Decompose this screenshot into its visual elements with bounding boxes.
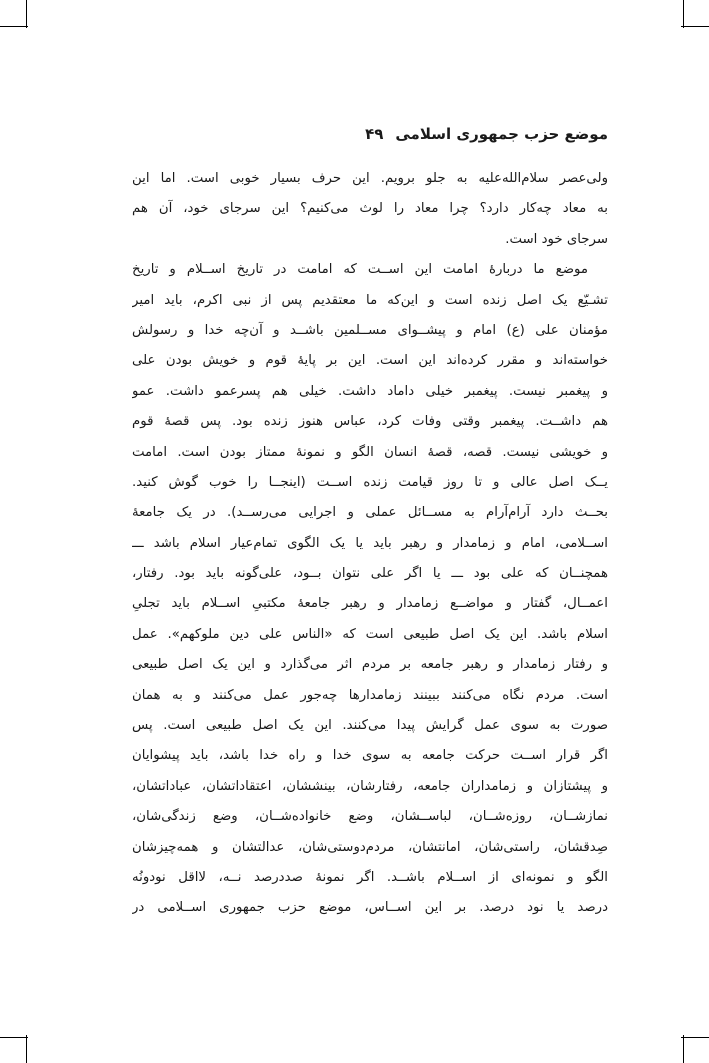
- text-line: مؤمنان علی (ع) امام و پیشــوای مســلمین باشــد و آن‌چه خدا و رسولش: [132, 322, 608, 338]
- crop-mark-top-right-vertical: [683, 0, 684, 28]
- running-head: [132, 122, 608, 146]
- text-line: یــک اصل عالی و تا روز قیامت زنده اســت (اینجــا را خوب گوش کنید.: [132, 474, 608, 490]
- text-line: اگر قرار اســت حرکت جامعه به سوی خدا و راه خدا باشد، باید پیشوایان: [132, 748, 608, 764]
- crop-mark-bottom-right-horizontal: [681, 1037, 709, 1038]
- crop-mark-bottom-right-vertical: [683, 1035, 684, 1063]
- text-line: است. مردم نگاه می‌کنند ببینند زمامدارها چه‌جور عمل می‌کنند و به همان: [132, 687, 608, 703]
- crop-mark-top-left-vertical: [26, 0, 27, 28]
- text-line: به معاد چه‌کار دارد؟ چرا معاد را لوث می‌کنیم؟ این سرجای خود، آن هم: [132, 201, 608, 217]
- text-line: خواسته‌اند و مقرر کرده‌اند این است. این بر پایهٔ قوم و خویش بودن علی: [132, 353, 608, 369]
- text-line: صِدقشان، راستی‌شان، امانتشان، مردم‌دوستی‌شان، عدالتشان و همه‌چیزشان: [132, 839, 608, 855]
- text-line: همچنــان که علی بود ـــ یا اگر علی نتوان بــود، علی‌گونه باید بود. رفتار،: [132, 566, 608, 582]
- crop-mark-top-left-horizontal: [0, 26, 28, 27]
- text-line: هم داشــت. پیغمبر وقتی وفات کرد، عباس هنوز زنده بود. پس قصهٔ قوم: [132, 414, 608, 430]
- text-line: تشـیّع یک اصل زنده است و این‌که ما معتقدیم پس از نبی اکرم، باید امیر: [132, 292, 608, 308]
- text-line: و خویشی نیست. قصه، قصهٔ انسان الگو و نمونهٔ ممتاز بودن است. امامت: [132, 444, 608, 460]
- text-line: ولی‌عصر سلام‌الله‌علیه به جلو برویم. این حرف بسیار خوبی است. اما این: [132, 171, 608, 186]
- text-line: نمازشــان، روزه‌شــان، لباســشان، وضع خانواده‌شــان، وضع زندگی‌شان،: [132, 809, 608, 825]
- crop-mark-bottom-left-vertical: [26, 1035, 27, 1063]
- body-text: [132, 164, 608, 924]
- text-line: و رفتار زمامدار و رهبر جامعه بر مردم اثر می‌گذارد و این یک اصل طبیعی: [132, 657, 608, 673]
- text-line: اســلامی، امام و زمامدار و رهبر باید یا یک الگوی تمام‌عیار اسلام باشد ـــ: [132, 535, 608, 551]
- text-line: درصد یا نود درصد. بر این اســاس، موضع حزب جمهوری اســلامی در: [132, 900, 608, 916]
- text-line: اسلام باشد. این یک اصل طبیعی است که «الناس علی دین ملوکهم». عمل: [132, 626, 608, 642]
- text-line: صورت به سوی عمل گرایش پیدا می‌کنند. این یک اصل طبیعی است. پس: [132, 718, 608, 734]
- crop-mark-bottom-left-horizontal: [0, 1037, 28, 1038]
- text-line: اعمــال، گفتار و مواضــع زمامدار و رهبر جامعهٔ مکتبیِ اســلام باید تجلیِ: [132, 596, 608, 612]
- page-number: ۴۹: [365, 125, 384, 143]
- text-line: موضع ما دربارهٔ امامت این اســت که امامت در تاریخ اســلام و تاریخ: [132, 262, 588, 278]
- crop-mark-top-right-horizontal: [681, 26, 709, 27]
- text-line: و پیغمبر نیست. پیغمبر خیلی داماد داشت. خیلی هم پسرعمو داشت. عمو: [132, 383, 608, 399]
- text-line: سرجای خود است.: [505, 231, 608, 247]
- text-line: الگو و نمونه‌ای از اســلام باشــد. اگر نمونهٔ صددرصد نــه، لااقل نودونُه: [132, 869, 608, 885]
- text-line: و پیشتازان و زمامداران جامعه، رفتارشان، بینششان، اعتقاداتشان، عباداتشان،: [132, 778, 608, 794]
- text-line: بحــث دارد آرام‌آرام به مســائل عملی و اجرایی می‌رســد). در یک جامعهٔ: [132, 505, 608, 521]
- running-head-title: موضع حزب جمهوری اسلامی: [395, 125, 608, 143]
